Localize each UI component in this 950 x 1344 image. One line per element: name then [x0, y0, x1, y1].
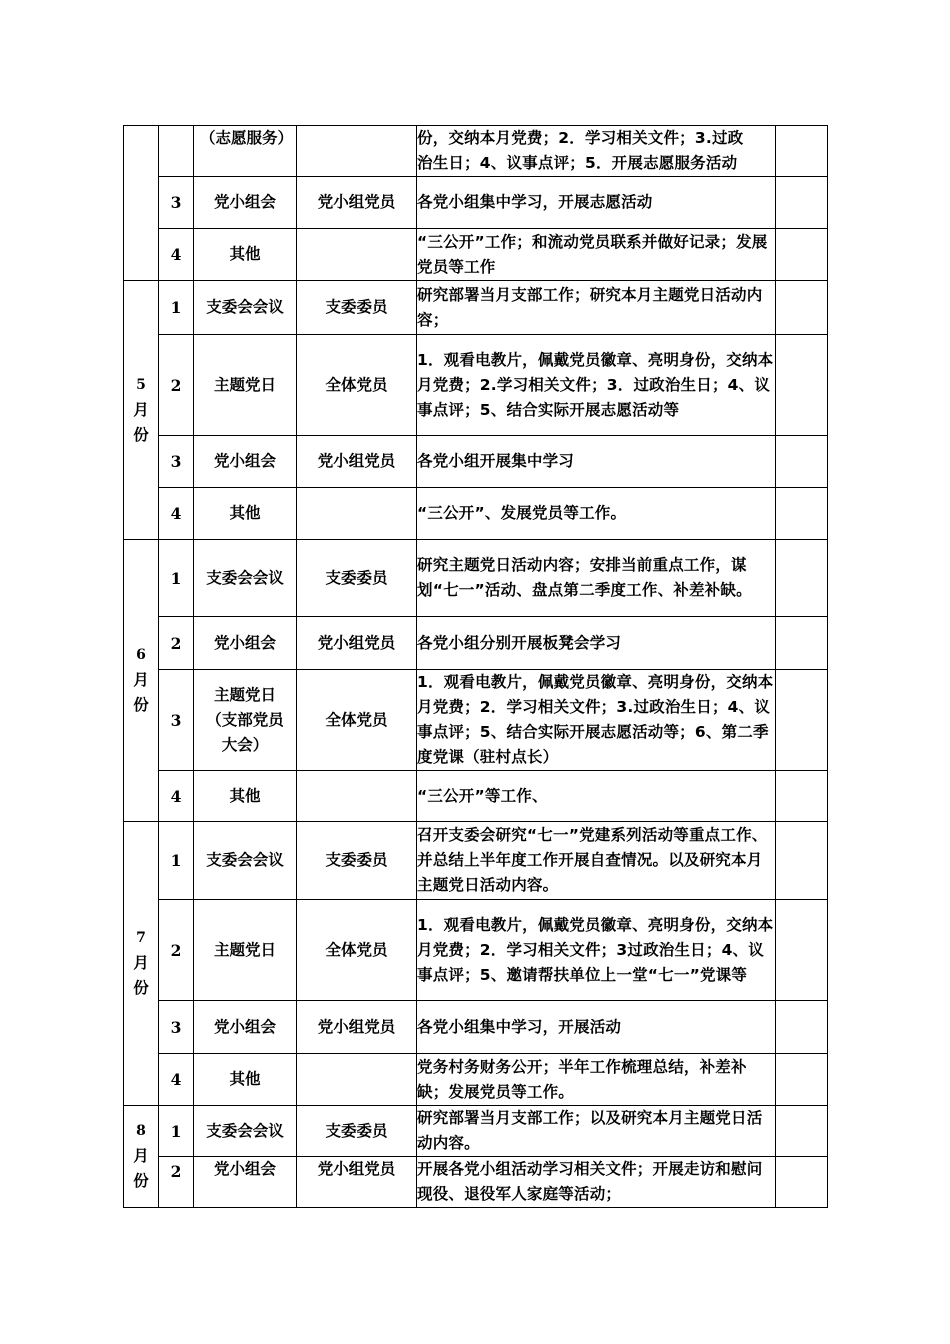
- row-number: [159, 126, 194, 177]
- table-row: [124, 1106, 828, 1157]
- remark-cell: [776, 540, 828, 617]
- table-row: [124, 771, 828, 822]
- participants: [297, 229, 417, 281]
- table-row: [124, 1157, 828, 1208]
- remark-cell: [776, 1106, 828, 1157]
- table-row: [124, 436, 828, 488]
- remark-cell: [776, 1157, 828, 1208]
- row-number: 1: [159, 822, 194, 900]
- row-number: 3: [159, 177, 194, 229]
- participants: [297, 1054, 417, 1106]
- remark-cell: [776, 281, 828, 335]
- activity-type: 支委会会议: [194, 822, 297, 900]
- activity-content: 各党小组分别开展板凳会学习: [417, 617, 776, 670]
- activity-type: 支委会会议: [194, 540, 297, 617]
- remark-cell: [776, 771, 828, 822]
- remark-cell: [776, 822, 828, 900]
- table-row: [124, 617, 828, 670]
- participants: 全体党员: [297, 670, 417, 771]
- row-number: 2: [159, 617, 194, 670]
- remark-cell: [776, 177, 828, 229]
- party-activity-plan-table: [123, 125, 828, 1208]
- table-row: [124, 670, 828, 771]
- table-row: [124, 900, 828, 1001]
- participants: [297, 126, 417, 177]
- activity-content: 党务村务财务公开；半年工作梳理总结，补差补缺；发展党员等工作。: [417, 1054, 776, 1106]
- remark-cell: [776, 900, 828, 1001]
- remark-cell: [776, 335, 828, 436]
- activity-content: 1．观看电教片，佩戴党员徽章、亮明身份，交纳本月党费；2.学习相关文件；3．过政治生日；4、议事点评；5、结合实际开展志愿活动等: [417, 335, 776, 436]
- activity-content: 研究部署当月支部工作；以及研究本月主题党日活动内容。: [417, 1106, 776, 1157]
- row-number: 4: [159, 771, 194, 822]
- activity-content: 研究部署当月支部工作；研究本月主题党日活动内容；: [417, 281, 776, 335]
- activity-type: 党小组会: [194, 436, 297, 488]
- activity-type: 其他: [194, 488, 297, 540]
- activity-type: （志愿服务）: [194, 126, 297, 177]
- activity-content: 召开支委会研究“七一”党建系列活动等重点工作、并总结上半年度工作开展自查情况。以及研究本月主题党日活动内容。: [417, 822, 776, 900]
- participants: 支委委员: [297, 822, 417, 900]
- table-row: [124, 229, 828, 281]
- activity-content: 开展各党小组活动学习相关文件；开展走访和慰问现役、退役军人家庭等活动；: [417, 1157, 776, 1208]
- participants: 支委委员: [297, 281, 417, 335]
- row-number: 2: [159, 335, 194, 436]
- row-number: 4: [159, 229, 194, 281]
- activity-type: 其他: [194, 1054, 297, 1106]
- activity-content: 各党小组开展集中学习: [417, 436, 776, 488]
- activity-type: 其他: [194, 229, 297, 281]
- remark-cell: [776, 1054, 828, 1106]
- row-number: 1: [159, 281, 194, 335]
- month-label-august: 8 月 份: [124, 1106, 159, 1208]
- activity-type: 党小组会: [194, 177, 297, 229]
- participants: 党小组党员: [297, 1157, 417, 1208]
- remark-cell: [776, 436, 828, 488]
- activity-content: “三公开”等工作、: [417, 771, 776, 822]
- activity-content: “三公开”、发展党员等工作。: [417, 488, 776, 540]
- row-number: 3: [159, 436, 194, 488]
- month-label-june: 6 月 份: [124, 540, 159, 822]
- row-number: 3: [159, 670, 194, 771]
- row-number: 2: [159, 900, 194, 1001]
- table-row: [124, 540, 828, 617]
- row-number: 1: [159, 540, 194, 617]
- remark-cell: [776, 229, 828, 281]
- activity-type: 主题党日: [194, 335, 297, 436]
- participants: 党小组党员: [297, 1001, 417, 1054]
- activity-type: 党小组会: [194, 617, 297, 670]
- participants: 全体党员: [297, 335, 417, 436]
- row-number: 2: [159, 1157, 194, 1208]
- activity-type: 党小组会: [194, 1001, 297, 1054]
- activity-content: 研究主题党日活动内容；安排当前重点工作，谋划“七一”活动、盘点第二季度工作、补差补缺。: [417, 540, 776, 617]
- activity-type: 支委会会议: [194, 1106, 297, 1157]
- activity-type: 支委会会议: [194, 281, 297, 335]
- table-row: [124, 335, 828, 436]
- activity-content: 各党小组集中学习，开展活动: [417, 1001, 776, 1054]
- table-row: [124, 281, 828, 335]
- table-row: [124, 1001, 828, 1054]
- remark-cell: [776, 126, 828, 177]
- row-number: 3: [159, 1001, 194, 1054]
- month-label-july: 7 月 份: [124, 822, 159, 1106]
- row-number: 4: [159, 1054, 194, 1106]
- table-row: [124, 822, 828, 900]
- month-label-may: 5 月 份: [124, 281, 159, 540]
- activity-type: 党小组会: [194, 1157, 297, 1208]
- participants: 支委委员: [297, 540, 417, 617]
- table-row: [124, 488, 828, 540]
- activity-content: 1．观看电教片，佩戴党员徽章、亮明身份，交纳本月党费；2．学习相关文件；3过政治生日；4、议事点评；5、邀请帮扶单位上一堂“七一”党课等: [417, 900, 776, 1001]
- table-row: [124, 126, 828, 177]
- remark-cell: [776, 617, 828, 670]
- remark-cell: [776, 1001, 828, 1054]
- month-cell-continued: [124, 126, 159, 281]
- participants: 全体党员: [297, 900, 417, 1001]
- activity-type: 其他: [194, 771, 297, 822]
- row-number: 4: [159, 488, 194, 540]
- table-row: [124, 1054, 828, 1106]
- remark-cell: [776, 670, 828, 771]
- participants: 党小组党员: [297, 436, 417, 488]
- participants: [297, 771, 417, 822]
- row-number: 1: [159, 1106, 194, 1157]
- activity-content: “三公开”工作；和流动党员联系并做好记录；发展党员等工作: [417, 229, 776, 281]
- participants: [297, 488, 417, 540]
- activity-content: 各党小组集中学习，开展志愿活动: [417, 177, 776, 229]
- activity-type: 主题党日 （支部党员 大会）: [194, 670, 297, 771]
- activity-content: 份，交纳本月党费；2．学习相关文件；3.过政 治生日；4、议事点评；5．开展志愿服务活动: [417, 126, 776, 177]
- activity-type: 主题党日: [194, 900, 297, 1001]
- table-row: [124, 177, 828, 229]
- remark-cell: [776, 488, 828, 540]
- activity-content: 1．观看电教片，佩戴党员徽章、亮明身份，交纳本月党费；2．学习相关文件；3.过政治生日；4、议事点评；5、结合实际开展志愿活动等；6、第二季度党课（驻村点长）: [417, 670, 776, 771]
- participants: 党小组党员: [297, 177, 417, 229]
- participants: 党小组党员: [297, 617, 417, 670]
- participants: 支委委员: [297, 1106, 417, 1157]
